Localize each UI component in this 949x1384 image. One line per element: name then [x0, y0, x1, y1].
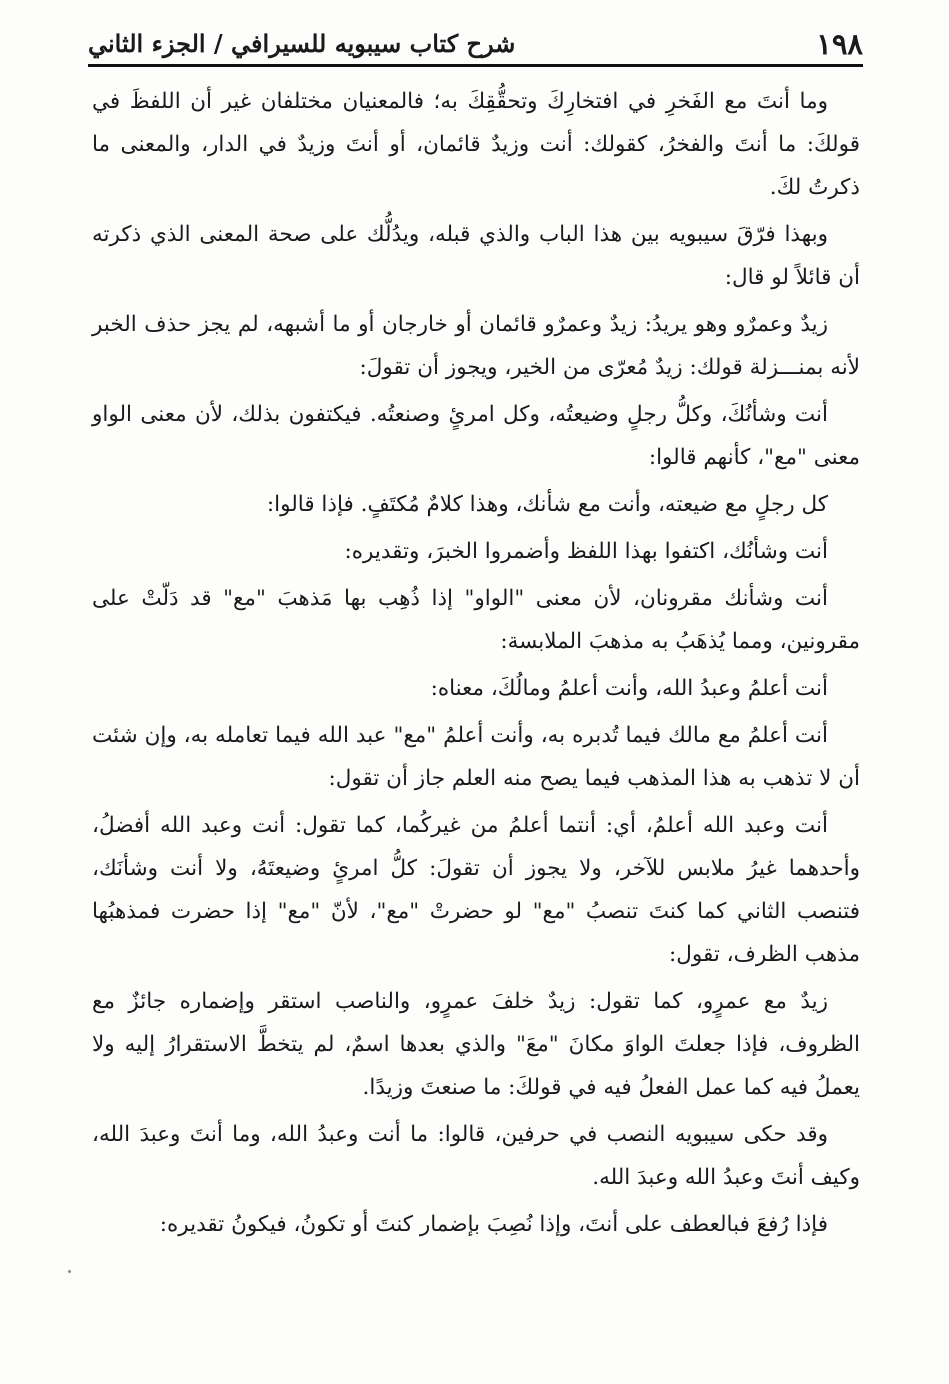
page-header [88, 14, 863, 64]
paragraph: أنت وشأنُكَ، وكلُّ رجلٍ وضيعتُه، وكل امرئٍ وصنعتُه. فيكتفون بذلك، لأن معنى الواو معنى "مع"، كأنهم قالوا: [92, 402, 860, 470]
paragraph: أنت وشأنك مقرونان، لأن معنى "الواو" إذا ذُهِب بها مَذهبَ "مع" قد دَلّتْ على مقرونين، ومما يُذهَبُ به مذهبَ الملابسة: [92, 586, 860, 654]
paragraph: أنت وشأنُك، اكتفوا بهذا اللفظ وأضمروا الخبرَ، وتقديره: [344, 539, 828, 564]
scan-speck [68, 1270, 71, 1273]
paragraph: أنت وعبد الله أعلمُ، أي: أنتما أعلمُ من غيركُما، كما تقول: أنت وعبد الله أفضلُ، وأحدهما غيرُ ملابس للآخر، ولا يجوز أن تقولَ: كلُّ امرئٍ وضيعتَهُ، ولا أنت وشأنَك، فتنصب الثاني كما كنتَ تنصبُ "مع" لو حضرتْ "مع"، لأنّ "مع" إذا حضرت فمذهبُها مذهب الظرف، تقول: [92, 813, 860, 967]
paragraph: كل رجلٍ مع ضيعته، وأنت مع شأنك، وهذا كلامٌ مُكتَفٍ. فإذا قالوا: [266, 492, 828, 517]
paragraph: وبهذا فرّقَ سيبويه بين هذا الباب والذي قبله، ويدُلُّك على صحة المعنى الذي ذكرته أن قائلاً لو قال: [92, 222, 860, 290]
header-rule [88, 64, 863, 67]
paragraph: زيدٌ مع عمرٍو، كما تقول: زيدٌ خلفَ عمرٍو، والناصب استقر وإضماره جائزٌ مع الظروف، فإذا جعلتَ الواوَ مكانَ "معَ" والذي بعدها اسمٌ، لم يتخطَّ الاستقرارُ إليه ولا يعملُ فيه كما عمل الفعلُ فيه في قولكَ: ما صنعتَ وزيدًا. [92, 989, 860, 1100]
paragraph: أنت أعلمُ وعبدُ الله، وأنت أعلمُ ومالُكَ، معناه: [430, 676, 828, 701]
page-body [92, 80, 860, 1250]
paragraph: أنت أعلمُ مع مالك فيما تُدبره به، وأنت أعلمُ "مع" عبد الله فيما تعامله به، وإن شئت أن لا تذهب به هذا المذهب فيما يصح منه العلم جاز أن تقول: [92, 723, 860, 791]
running-title: شرح كتاب سيبويه للسيرافي / الجزء الثاني [88, 29, 516, 58]
paragraph: زيدٌ وعمرٌو وهو يريدُ: زيدٌ وعمرٌو قائمان أو خارجان أو ما أشبهه، لم يجز حذف الخبر لأنه بمنـــزلة قولك: زيدٌ مُعرّى من الخير، ويجوز أن تقولَ: [92, 312, 860, 380]
paragraph: فإذا رُفعَ فبالعطف على أنتَ، وإذا نُصِبَ بإضمار كنتَ أو تكونُ، فيكونُ تقديره: [159, 1212, 828, 1237]
paragraph: وقد حكى سيبويه النصب في حرفين، قالوا: ما أنت وعبدُ الله، وما أنتَ وعبدَ الله، وكيف أنتَ وعبدُ الله وعبدَ الله. [92, 1122, 860, 1190]
page-number: ١٩٨ [816, 27, 863, 61]
paragraph: وما أنتَ مع الفَخرِ في افتخارِكَ وتحقُّقِكَ به؛ فالمعنيان مختلفان غير أن اللفظَ في قولكَ: ما أنتَ والفخرُ، كقولك: أنت وزيدٌ قائمان، أو أنتَ وزيدٌ في الدار، والمعنى ما ذكرتُ لكَ. [92, 89, 860, 200]
